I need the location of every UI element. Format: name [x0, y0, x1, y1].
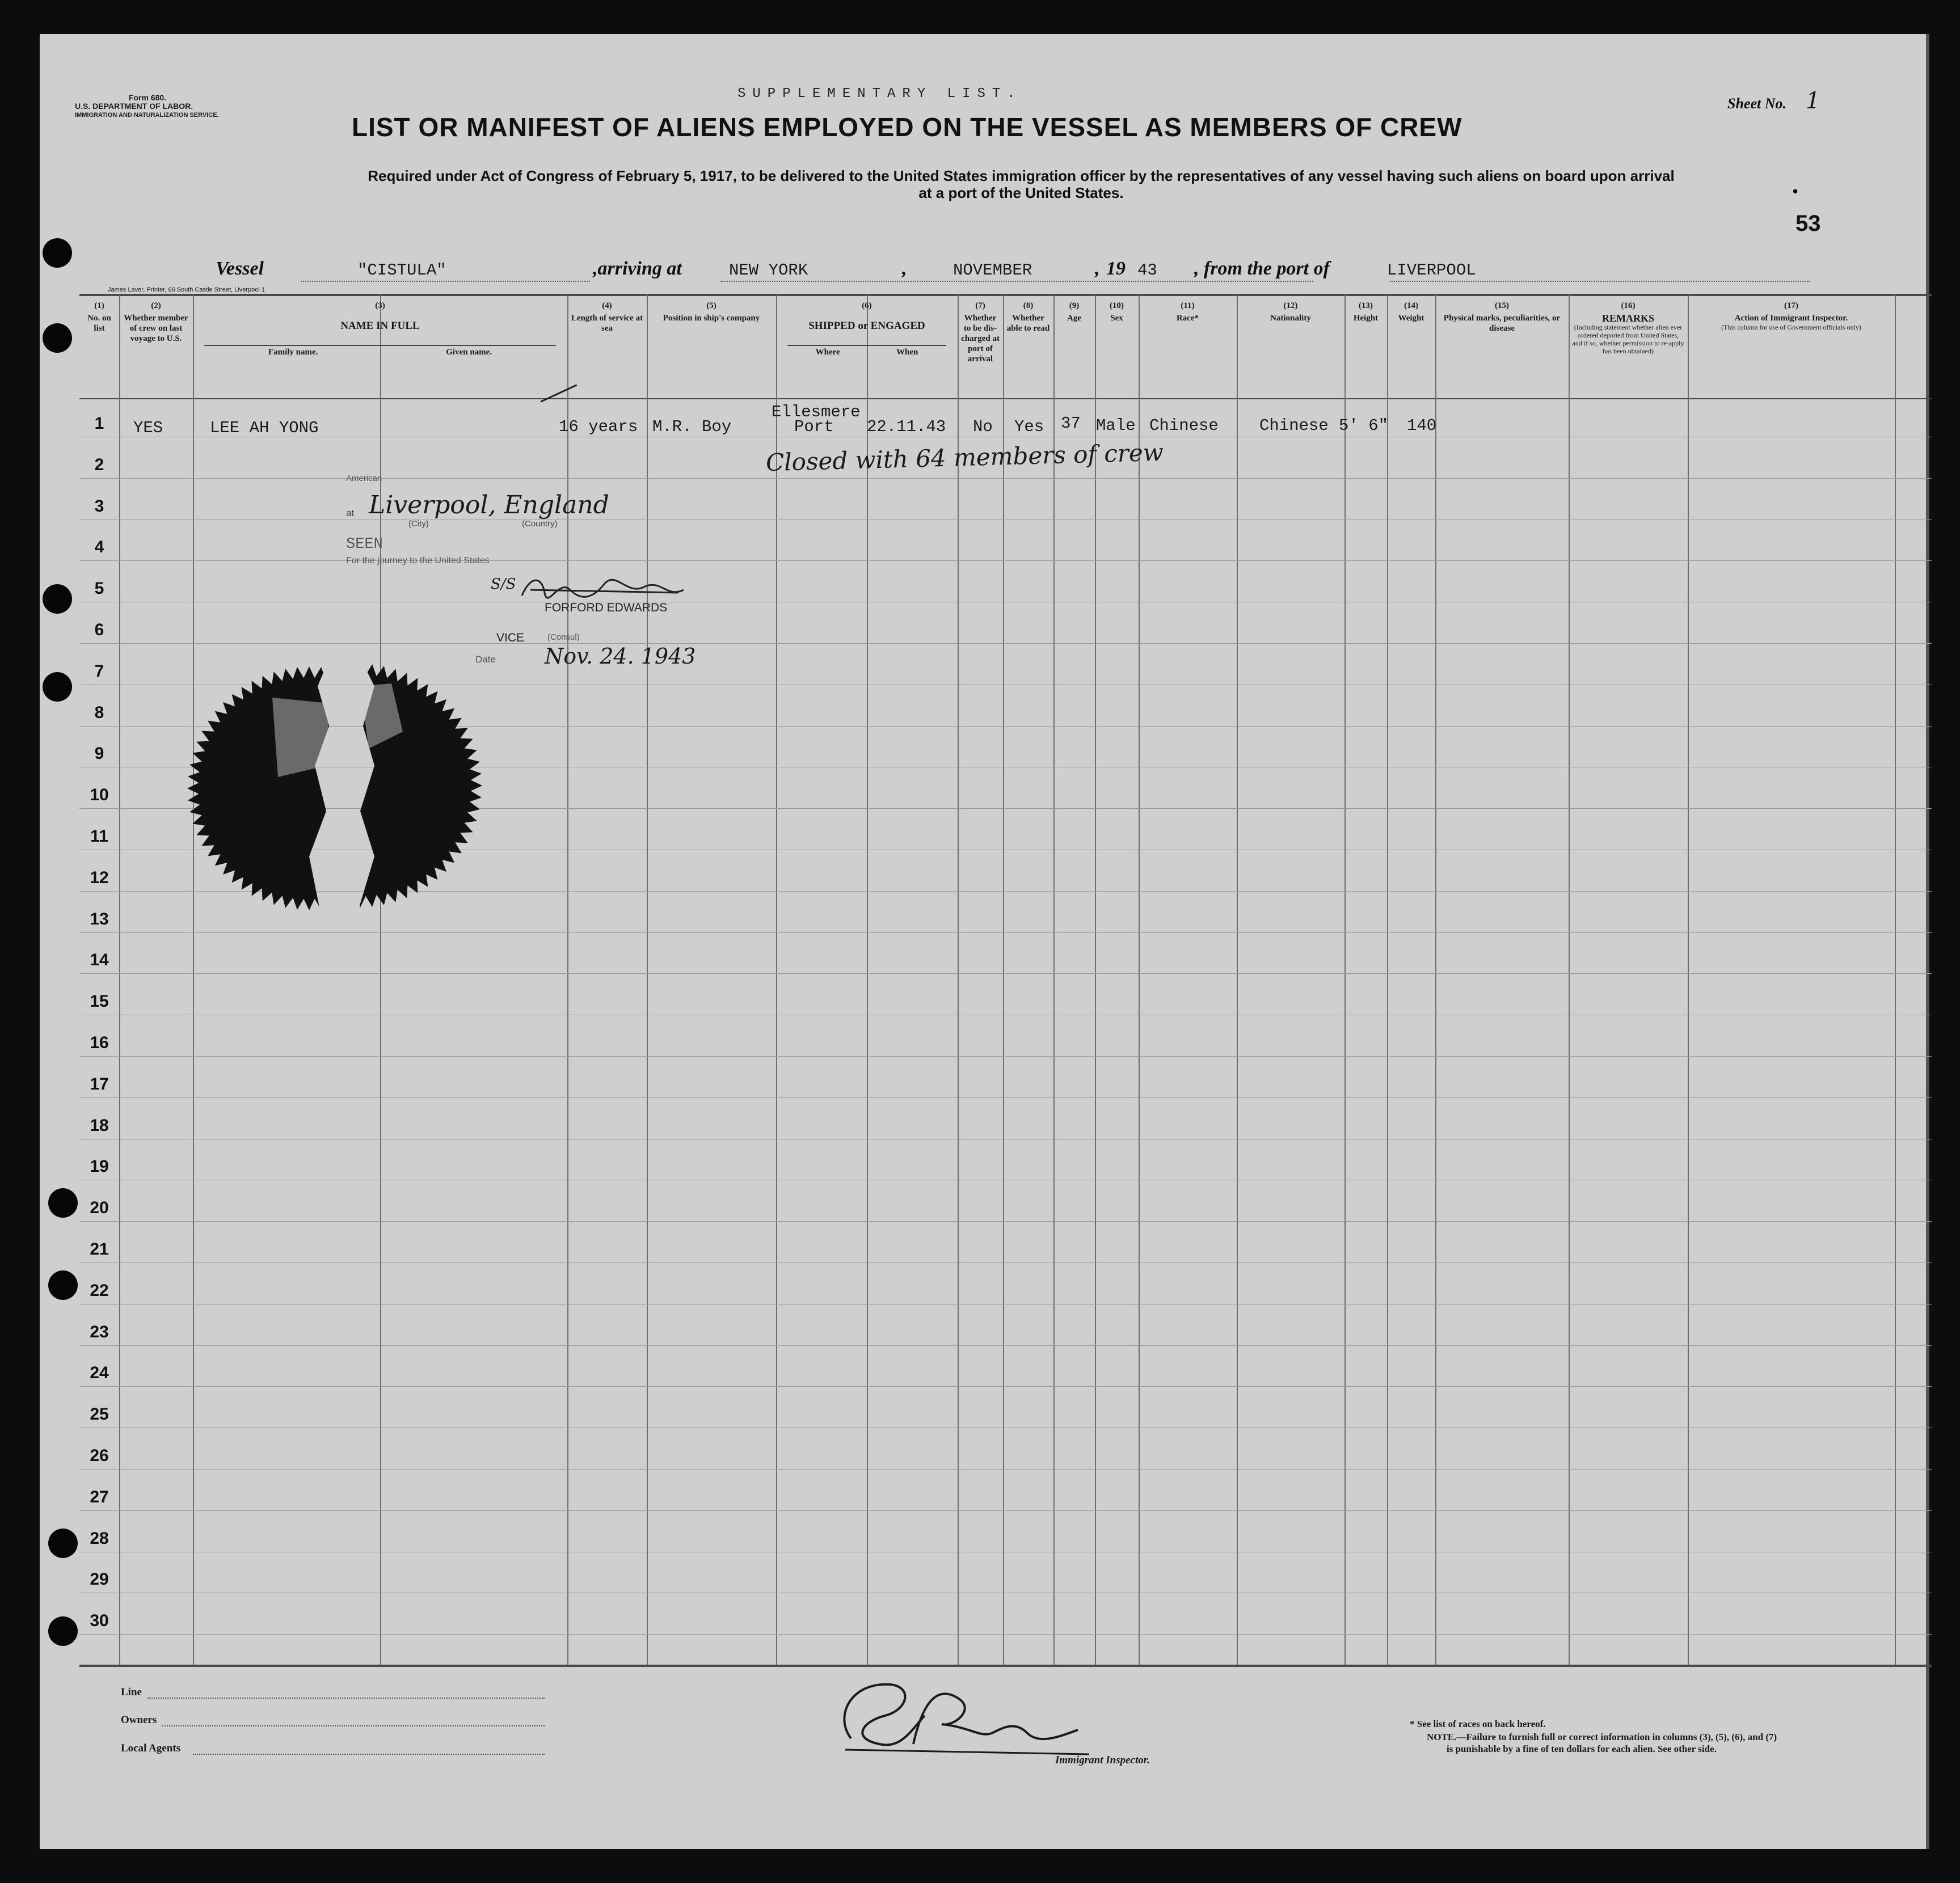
row-line	[79, 1469, 1932, 1470]
note-line-1: NOTE.—Failure to furnish full or correct information in columns (3), (5), (6), and (7)	[1427, 1732, 1777, 1742]
column-label: Whether member of crew on last voyage to U.S.	[124, 314, 188, 343]
page-title: LIST OR MANIFEST OF ALIENS EMPLOYED ON THE VESSEL AS MEMBERS OF CREW	[352, 112, 1462, 142]
entry-nationality: Chinese	[1259, 416, 1329, 435]
comma-2: ,	[1095, 258, 1100, 279]
line-label: Line	[121, 1686, 142, 1698]
column-divider	[1895, 295, 1896, 1665]
column-header	[79, 301, 119, 333]
tick-mark	[541, 384, 578, 402]
page-number: 53	[1795, 211, 1821, 236]
stamp-place: Liverpool, England	[369, 491, 609, 520]
column-label: Race*	[1176, 314, 1199, 323]
column-header	[1688, 301, 1895, 331]
row-number: 23	[90, 1323, 109, 1341]
column-header	[567, 301, 647, 333]
arriving-label: ,arriving at	[593, 258, 682, 279]
column-header	[1139, 301, 1237, 323]
column-number: (15)	[1495, 301, 1509, 310]
row-line	[79, 932, 1932, 933]
arrival-port: NEW YORK	[729, 261, 808, 280]
column-label: Whether to be dis- charged at port of arrival	[961, 314, 1000, 364]
row-line	[79, 1221, 1932, 1222]
from-port-label: , from the port of	[1194, 258, 1330, 279]
sheet-label: Sheet No.	[1727, 95, 1786, 112]
row-line	[79, 973, 1932, 974]
entry-discharged: No	[973, 417, 993, 436]
dotline-arriving	[720, 281, 1313, 282]
races-note: * See list of races on back hereof.	[1410, 1719, 1546, 1729]
row-number: 21	[90, 1240, 109, 1259]
column-number: (4)	[602, 301, 612, 310]
column-label: Height	[1353, 314, 1379, 323]
row-number: 3	[94, 497, 104, 516]
inspector-label: Immigrant Inspector.	[1055, 1754, 1150, 1766]
column-divider	[1569, 295, 1570, 1665]
arrival-month: NOVEMBER	[953, 261, 1032, 280]
column-label: Nationality	[1270, 314, 1311, 323]
column-divider	[1095, 295, 1096, 1665]
stamp-ss: S/S	[491, 576, 516, 593]
entry-where-2: Port	[794, 417, 834, 436]
row-number: 10	[90, 786, 109, 804]
agents-field	[193, 1754, 545, 1755]
row-line	[79, 1510, 1932, 1511]
column-sublabel: Given name.	[446, 348, 492, 357]
column-label: Physical marks, peculiarities, or disease	[1443, 314, 1561, 333]
column-number: (14)	[1404, 301, 1418, 310]
column-sublabel: Where	[815, 348, 840, 357]
stamp-date-label: Date	[475, 654, 496, 665]
year-prefix: 19	[1106, 258, 1126, 279]
entry-position: M.R. Boy	[652, 417, 732, 436]
row-number: 9	[94, 744, 104, 763]
column-label: NAME IN FULL	[340, 320, 420, 332]
column-header	[1095, 301, 1139, 323]
row-number: 17	[90, 1075, 109, 1094]
column-sublabel: (Including statement whether alien ever ordered deported from United States, and if so, whether permission to re-apply has been obtained)	[1572, 323, 1684, 355]
stamp-journey: For the journey to the United States	[346, 556, 490, 565]
inspector-signature	[828, 1670, 1101, 1761]
column-label: Sex	[1110, 314, 1123, 323]
binder-hole-icon	[48, 1616, 78, 1646]
binder-hole-icon	[48, 1188, 78, 1218]
entry-when: 22.11.43	[867, 417, 946, 436]
column-divider	[1387, 295, 1388, 1665]
column-header	[776, 301, 958, 357]
row-number: 20	[90, 1198, 109, 1217]
header-bottom-rule	[79, 398, 1932, 399]
closing-note: Closed with 64 members of crew	[765, 438, 1164, 477]
row-number: 26	[90, 1446, 109, 1465]
row-number: 27	[90, 1488, 109, 1506]
column-number: (7)	[975, 301, 985, 310]
column-label: Weight	[1398, 314, 1424, 323]
column-number: (6)	[862, 301, 872, 310]
row-number: 24	[90, 1363, 109, 1382]
printer-imprint: James Laver, Printer, 66 South Castle Street, Liverpool 1	[108, 286, 265, 293]
column-label: Position in ship's company	[663, 314, 760, 323]
stamp-vice: VICE	[496, 631, 525, 644]
table-top-rule	[79, 294, 1932, 296]
column-number: (3)	[375, 301, 385, 310]
column-divider	[1237, 295, 1238, 1665]
supplementary-label: SUPPLEMENTARY LIST.	[737, 86, 1022, 102]
required-line-1: Required under Act of Congress of February 5, 1917, to be delivered to the United States immigration officer by the representatives of any vessel having such aliens on board upon arrival	[368, 167, 1675, 184]
departure-port: LIVERPOOL	[1387, 261, 1476, 280]
row-line	[79, 1097, 1932, 1098]
column-sublabel: (This column for use of Government officials only)	[1721, 323, 1861, 331]
row-number: 22	[90, 1281, 109, 1300]
stamp-american: American	[346, 474, 382, 483]
row-number: 15	[90, 992, 109, 1011]
column-number: (11)	[1181, 301, 1195, 310]
stamp-date-value: Nov. 24. 1943	[545, 644, 696, 669]
entry-where-1: Ellesmere	[772, 403, 861, 421]
row-line	[79, 1056, 1932, 1057]
column-header	[958, 301, 1003, 364]
column-divider	[193, 295, 194, 1665]
service-name: IMMIGRATION AND NATURALIZATION SERVICE.	[75, 112, 219, 119]
row-number: 6	[94, 620, 104, 639]
column-header	[1053, 301, 1095, 323]
stamp-at-label: at	[346, 508, 355, 518]
entry-sex: Male	[1096, 416, 1136, 435]
column-label: Action of Immigrant Inspector.	[1734, 314, 1848, 323]
binder-hole-icon	[48, 1529, 78, 1558]
embossed-seal-icon	[187, 652, 482, 913]
entry-service: 16 years	[559, 417, 638, 436]
column-header	[1237, 301, 1344, 323]
row-number: 30	[90, 1611, 109, 1630]
entry-age: 37	[1061, 414, 1081, 433]
column-number: (13)	[1359, 301, 1373, 310]
entry-weight: 140	[1407, 416, 1437, 435]
binder-hole-icon	[43, 584, 72, 614]
column-number: (12)	[1283, 301, 1298, 310]
sheet-value: 1	[1806, 88, 1820, 114]
comma-1: ,	[902, 258, 907, 279]
entry-name: LEE AH YONG	[210, 419, 319, 437]
required-line-2: at a port of the United States.	[918, 184, 1124, 201]
table-bottom-rule	[79, 1665, 1932, 1667]
column-label: REMARKS	[1601, 313, 1654, 324]
column-number: (1)	[94, 301, 104, 310]
dotline-from	[1390, 281, 1810, 282]
entry-race: Chinese	[1149, 416, 1219, 435]
row-number: 12	[90, 868, 109, 887]
row-number: 14	[90, 951, 109, 969]
row-number: 4	[94, 538, 104, 556]
row-number: 8	[94, 703, 104, 722]
owners-field	[162, 1725, 545, 1726]
entry-read: Yes	[1014, 417, 1044, 436]
row-number: 28	[90, 1529, 109, 1548]
stamp-country-label: (Country)	[522, 519, 558, 529]
column-label: SHIPPED or ENGAGED	[808, 320, 925, 332]
binder-hole-icon	[43, 238, 72, 268]
row-line	[79, 1634, 1932, 1635]
row-number: 19	[90, 1157, 109, 1176]
row-number: 7	[94, 662, 104, 681]
row-number: 29	[90, 1570, 109, 1589]
column-sublabel: Family name.	[268, 348, 318, 357]
column-divider	[867, 295, 868, 1665]
vessel-label: Vessel	[216, 258, 264, 279]
column-header	[1435, 301, 1569, 333]
row-number: 25	[90, 1405, 109, 1424]
stamp-seen: SEEN	[346, 536, 383, 553]
column-divider	[119, 295, 120, 1665]
owners-label: Owners	[121, 1714, 157, 1726]
entry-height: 5' 6"	[1339, 416, 1389, 435]
column-label: No. on list	[87, 314, 111, 333]
vessel-name: "CISTULA"	[357, 261, 446, 280]
column-number: (17)	[1784, 301, 1798, 310]
column-divider	[1344, 295, 1346, 1665]
line-field	[147, 1698, 545, 1699]
row-number: 5	[94, 579, 104, 598]
row-line	[79, 1345, 1932, 1346]
note-line-2: is punishable by a fine of ten dollars for each alien. See other side.	[1447, 1743, 1717, 1754]
column-divider	[1053, 295, 1055, 1665]
column-divider	[1139, 295, 1140, 1665]
column-number: (10)	[1110, 301, 1124, 310]
column-number: (8)	[1023, 301, 1034, 310]
row-line	[79, 1386, 1932, 1387]
stamp-consul-name: FORFORD EDWARDS	[545, 601, 668, 614]
column-number: (2)	[151, 301, 161, 310]
row-number: 11	[90, 827, 108, 846]
column-divider	[958, 295, 959, 1665]
binder-hole-icon	[43, 323, 72, 353]
stamp-consul-label: (Consul)	[547, 632, 580, 642]
form-number: Form 680.	[128, 93, 167, 102]
arrival-year: 43	[1137, 261, 1157, 280]
column-header	[193, 301, 567, 357]
row-number: 18	[90, 1116, 109, 1135]
column-header	[119, 301, 193, 344]
column-number: (16)	[1621, 301, 1636, 310]
column-header	[1387, 301, 1435, 323]
binder-hole-icon	[48, 1270, 78, 1300]
sheet-number	[1727, 88, 1820, 114]
row-number: 1	[94, 414, 104, 433]
bullet-mark: •	[1793, 183, 1798, 200]
column-divider	[1435, 295, 1436, 1665]
column-header	[647, 301, 776, 323]
column-header	[1344, 301, 1387, 323]
row-number: 13	[90, 910, 109, 928]
department-name: U.S. DEPARTMENT OF LABOR.	[75, 102, 193, 111]
manifest-sheet	[40, 34, 1929, 1849]
stamp-city-label: (City)	[408, 519, 429, 529]
column-header	[1003, 301, 1053, 333]
column-number: (9)	[1069, 301, 1080, 310]
row-number: 16	[90, 1033, 109, 1052]
binder-hole-icon	[43, 672, 72, 702]
dotline-vessel	[301, 281, 590, 282]
column-header	[1569, 301, 1688, 355]
column-divider	[1688, 295, 1689, 1665]
column-label: Age	[1067, 314, 1081, 323]
agents-label: Local Agents	[121, 1742, 181, 1754]
required-statement	[255, 167, 1787, 201]
column-label: Whether able to read	[1006, 314, 1050, 333]
column-label: Length of service at sea	[571, 314, 643, 333]
column-sublabel: When	[896, 348, 918, 357]
entry-last-voyage: YES	[133, 419, 163, 437]
column-divider	[1003, 295, 1004, 1665]
column-number: (5)	[706, 301, 716, 310]
row-number: 2	[94, 455, 104, 474]
